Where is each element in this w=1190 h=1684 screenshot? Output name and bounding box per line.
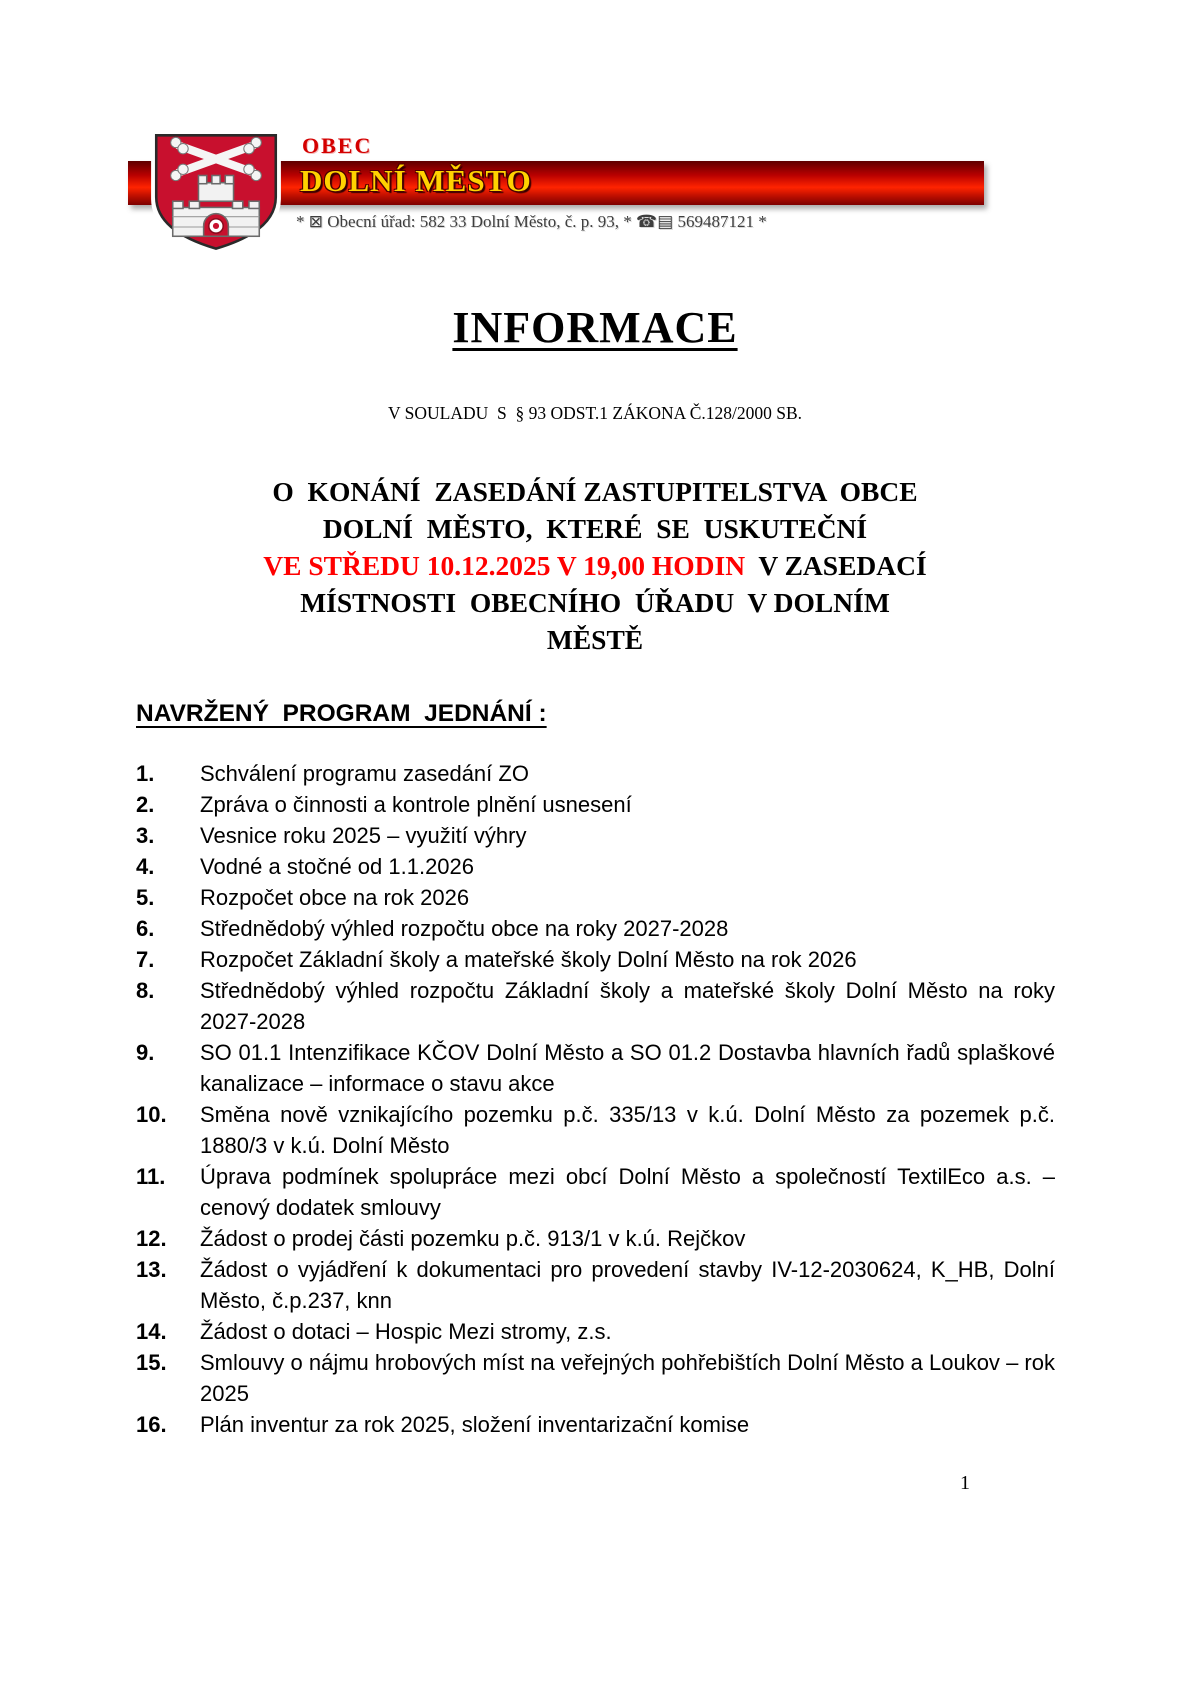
- agenda-item: [136, 1409, 1055, 1440]
- agenda-item: [136, 1161, 1055, 1223]
- agenda-item-text: Vodné a stočné od 1.1.2026: [200, 854, 475, 879]
- envelope-icon: ⊠: [308, 212, 323, 232]
- agenda-item-number: 1.: [136, 761, 155, 786]
- agenda-item: [136, 1037, 1055, 1099]
- agenda-item-text: Rozpočet obce na rok 2026: [200, 885, 470, 910]
- agenda-item-number: 7.: [136, 947, 155, 972]
- org-label: OBEC: [302, 133, 373, 158]
- agenda-item: [136, 1099, 1055, 1161]
- agenda-item-number: 3.: [136, 823, 155, 848]
- announcement-line: MÍSTNOSTI OBECNÍHO ÚŘADU V DOLNÍM: [300, 587, 890, 618]
- contact-prefix: *: [296, 212, 309, 231]
- contact-phone-number: 569487121 *: [673, 212, 767, 231]
- agenda-item: [136, 1254, 1055, 1316]
- agenda-list: [136, 758, 1055, 1440]
- agenda-item-text: Úprava podmínek spolupráce mezi obcí Dolní Město a společností TextilEco a.s. – cenový dodatek smlouvy: [200, 1164, 1055, 1220]
- agenda-item-number: 14.: [136, 1319, 167, 1344]
- agenda-item-number: 8.: [136, 978, 155, 1003]
- agenda-item: [136, 1223, 1055, 1254]
- agenda-item: [136, 851, 1055, 882]
- agenda-item-text: Žádost o vyjádření k dokumentaci pro provedení stavby IV-12-2030624, K_HB, Dolní Město, č.p.237, knn: [200, 1257, 1055, 1313]
- agenda-item-text: Smlouvy o nájmu hrobových míst na veřejných pohřebištích Dolní Město a Loukov – rok 2025: [200, 1350, 1055, 1406]
- agenda-item-number: 6.: [136, 916, 155, 941]
- agenda-item-number: 10.: [136, 1102, 167, 1127]
- agenda-heading: NAVRŽENÝ PROGRAM JEDNÁNÍ :: [136, 700, 547, 727]
- agenda-item-number: 16.: [136, 1412, 167, 1437]
- agenda-item-text: Rozpočet Základní školy a mateřské školy Dolní Město na rok 2026: [200, 947, 857, 972]
- agenda-item: [136, 820, 1055, 851]
- phone-icon: ☎: [636, 212, 658, 232]
- agenda-item-text: Střednědobý výhled rozpočtu Základní školy a mateřské školy Dolní Město na roky 2027-2028: [200, 978, 1055, 1034]
- fax-icon: ▤: [657, 212, 674, 232]
- legal-reference: V SOULADU S § 93 ODST.1 ZÁKONA Č.128/2000 SB.: [387, 403, 803, 423]
- page-title: INFORMACE: [452, 303, 738, 352]
- agenda-item: [136, 944, 1055, 975]
- agenda-item-text: SO 01.1 Intenzifikace KČOV Dolní Město a SO 01.2 Dostavba hlavních řadů splaškové kanalizace – informace o stavu akce: [200, 1040, 1055, 1096]
- agenda-item-text: Směna nově vznikajícího pozemku p.č. 335/13 v k.ú. Dolní Město za pozemek p.č. 1880/3 v k.ú. Dolní Město: [200, 1102, 1055, 1158]
- agenda-item: [136, 1347, 1055, 1409]
- agenda-item: [136, 975, 1055, 1037]
- announcement-line: DOLNÍ MĚSTO, KTERÉ SE USKUTEČNÍ: [322, 513, 868, 544]
- agenda-item: [136, 913, 1055, 944]
- agenda-item-number: 12.: [136, 1226, 167, 1251]
- announcement-line: MĚSTĚ: [546, 624, 644, 655]
- letterhead: [0, 0, 1190, 260]
- announcement-text: [120, 473, 1070, 658]
- municipal-coat-of-arms: [148, 129, 284, 257]
- announcement-line: [120, 547, 1070, 584]
- agenda-item-number: 2.: [136, 792, 155, 817]
- agenda-item-text: Schválení programu zasedání ZO: [200, 761, 529, 786]
- agenda-item-text: Žádost o dotaci – Hospic Mezi stromy, z.s.: [200, 1319, 612, 1344]
- agenda-item-text: Zpráva o činnosti a kontrole plnění usnesení: [200, 792, 632, 817]
- agenda-item-number: 13.: [136, 1257, 167, 1282]
- agenda-item-number: 9.: [136, 1040, 155, 1065]
- org-name: DOLNÍ MĚSTO: [300, 163, 532, 198]
- agenda-item-text: Plán inventur za rok 2025, složení inventarizační komise: [200, 1412, 750, 1437]
- agenda-item: [136, 758, 1055, 789]
- agenda-item: [136, 882, 1055, 913]
- agenda-item-number: 15.: [136, 1350, 167, 1375]
- agenda-item-text: Žádost o prodej části pozemku p.č. 913/1 v k.ú. Rejčkov: [200, 1226, 746, 1251]
- page-number: 1: [960, 1472, 970, 1494]
- announcement-line: O KONÁNÍ ZASEDÁNÍ ZASTUPITELSTVA OBCE: [272, 476, 918, 507]
- agenda-item-number: 11.: [136, 1164, 166, 1189]
- agenda-item: [136, 1316, 1055, 1347]
- agenda-item-text: Střednědobý výhled rozpočtu obce na roky 2027-2028: [200, 916, 729, 941]
- meeting-datetime-highlight: VE STŘEDU 10.12.2025 V 19,00 HODIN: [263, 550, 746, 581]
- announcement-line-tail: V ZASEDACÍ: [745, 550, 927, 581]
- agenda-item-number: 5.: [136, 885, 155, 910]
- agenda-item-text: Vesnice roku 2025 – využití výhry: [200, 823, 527, 848]
- contact-address: Obecní úřad: 582 33 Dolní Město, č. p. 93, *: [323, 212, 637, 231]
- agenda-item: [136, 789, 1055, 820]
- coat-of-arms-icon: [148, 129, 284, 257]
- contact-line: [296, 212, 767, 232]
- agenda-item-number: 4.: [136, 854, 155, 879]
